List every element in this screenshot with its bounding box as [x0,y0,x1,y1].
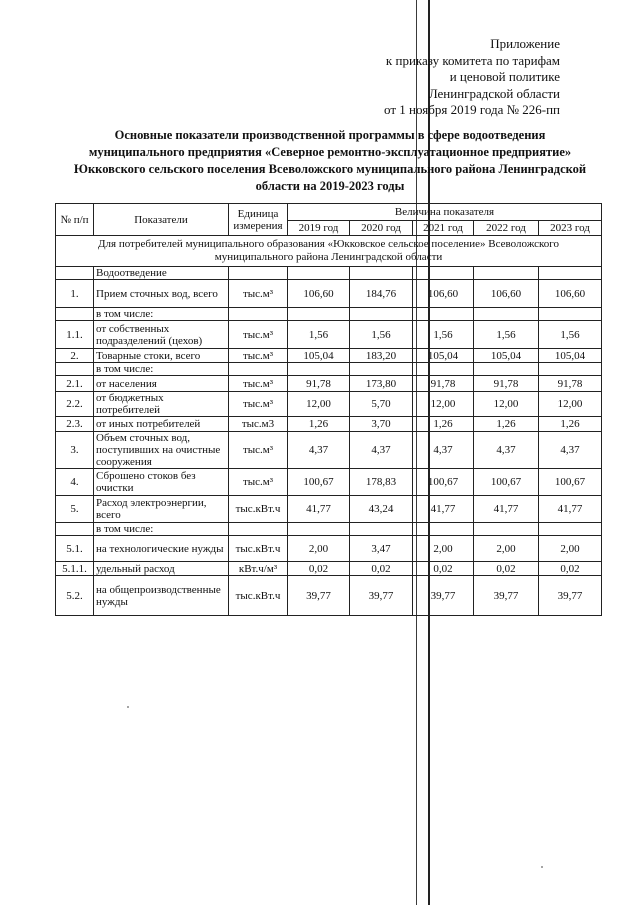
appendix-line: к приказу комитета по тарифам [385,52,560,68]
appendix-line: от 1 ноября 2019 года № 226-пп [384,102,560,117]
row-value: 1,56 [288,321,350,349]
row-indicator: Расход электроэнергии, всего [94,496,229,523]
row-indicator: в том числе: [94,308,229,321]
row-value: 1,26 [288,417,350,432]
row-value: 2,00 [474,536,539,562]
row-value: 1,56 [539,321,602,349]
row-value: 39,77 [350,576,413,616]
row-indicator: Прием сточных вод, всего [94,280,229,308]
header-unit: Единица измерения [229,204,288,236]
row-value: 178,83 [350,469,413,496]
row-value: 4,37 [539,432,602,469]
indicators-table [55,203,602,616]
row-number: 5.1. [56,536,94,562]
row-indicator: в том числе: [94,523,229,536]
header-year: 2023 год [539,221,602,236]
row-indicator: Сброшено стоков без очистки [94,469,229,496]
row-unit [229,267,288,280]
row-value [413,523,474,536]
scan-speck [541,866,543,868]
table-row [56,376,602,392]
table-row [56,280,602,308]
table-row [56,576,602,616]
row-value: 12,00 [474,392,539,417]
row-value [350,363,413,376]
row-value: 91,78 [288,376,350,392]
table-row [56,432,602,469]
row-unit: тыс.м³ [229,349,288,363]
row-value: 1,26 [539,417,602,432]
row-number: 2. [56,349,94,363]
row-indicator: от собственных подразделений (цехов) [94,321,229,349]
appendix-block [384,36,560,119]
row-value [413,308,474,321]
row-value: 1,56 [413,321,474,349]
table-row [56,392,602,417]
row-value: 106,60 [288,280,350,308]
row-unit: тыс.м³ [229,432,288,469]
row-value: 91,78 [474,376,539,392]
row-indicator: Объем сточных вод, поступивших на очистные сооружения [94,432,229,469]
appendix-line: Ленинградской области [428,85,560,101]
row-value [413,267,474,280]
row-number: 2.3. [56,417,94,432]
row-unit [229,308,288,321]
group-heading: Для потребителей муниципального образования «Юкковское сельское поселение» Всеволожского муниципального района Ленинградской области [56,236,602,267]
document-title [40,127,620,195]
row-value: 39,77 [474,576,539,616]
row-value: 39,77 [413,576,474,616]
row-unit: тыс.кВт.ч [229,536,288,562]
row-value: 100,67 [539,469,602,496]
row-value: 106,60 [539,280,602,308]
row-value: 41,77 [413,496,474,523]
table-row [56,536,602,562]
row-value: 3,47 [350,536,413,562]
row-value [474,267,539,280]
row-value: 2,00 [413,536,474,562]
row-value [474,308,539,321]
appendix-line: Приложение [490,36,560,51]
header-num: № п/п [56,204,94,236]
row-number [56,267,94,280]
row-indicator: удельный расход [94,562,229,576]
row-value [288,308,350,321]
row-value: 3,70 [350,417,413,432]
row-value: 4,37 [474,432,539,469]
row-indicator: Товарные стоки, всего [94,349,229,363]
row-value: 2,00 [288,536,350,562]
row-value: 41,77 [474,496,539,523]
row-unit: тыс.м³ [229,321,288,349]
row-value: 41,77 [539,496,602,523]
row-indicator: от иных потребителей [94,417,229,432]
row-value [539,308,602,321]
table-row [56,523,602,536]
row-value: 183,20 [350,349,413,363]
row-number: 4. [56,469,94,496]
row-value: 12,00 [539,392,602,417]
row-value: 105,04 [288,349,350,363]
row-indicator: на технологические нужды [94,536,229,562]
table-row [56,469,602,496]
row-value: 100,67 [413,469,474,496]
row-value [350,267,413,280]
row-unit: тыс.кВт.ч [229,496,288,523]
row-value: 2,00 [539,536,602,562]
row-value: 0,02 [539,562,602,576]
row-number: 2.1. [56,376,94,392]
header-value: Величина показателя [288,204,602,221]
row-value: 12,00 [288,392,350,417]
row-value: 106,60 [474,280,539,308]
row-value: 39,77 [539,576,602,616]
row-value: 173,80 [350,376,413,392]
row-indicator: Водоотведение [94,267,229,280]
row-value: 0,02 [413,562,474,576]
row-value: 1,56 [474,321,539,349]
row-number: 1.1. [56,321,94,349]
row-value: 4,37 [288,432,350,469]
row-number: 2.2. [56,392,94,417]
row-indicator: от населения [94,376,229,392]
row-unit [229,523,288,536]
row-number: 1. [56,280,94,308]
row-value: 41,77 [288,496,350,523]
title-line: области на 2019-2023 годы [255,179,405,193]
row-value: 1,56 [350,321,413,349]
row-value: 4,37 [413,432,474,469]
row-value [288,523,350,536]
row-value: 0,02 [474,562,539,576]
header-year: 2019 год [288,221,350,236]
row-number [56,363,94,376]
appendix-line: и ценовой политике [449,69,560,84]
row-unit: тыс.кВт.ч [229,576,288,616]
row-value: 5,70 [350,392,413,417]
row-unit: тыс.м³ [229,376,288,392]
row-unit: тыс.м³ [229,469,288,496]
row-value [350,308,413,321]
header-year: 2021 год [413,221,474,236]
table-row [56,562,602,576]
table-row [56,496,602,523]
row-unit [229,363,288,376]
scan-speck [127,706,129,708]
table-row [56,308,602,321]
title-line: Основные показатели производственной программы в сфере водоотведения [114,128,546,142]
row-value [474,363,539,376]
title-line: муниципального предприятия «Северное ремонтно-эксплуатационное предприятие» [88,145,572,159]
row-value [474,523,539,536]
table-row [56,349,602,363]
row-number [56,308,94,321]
row-number: 5.2. [56,576,94,616]
row-value: 4,37 [350,432,413,469]
header-year: 2022 год [474,221,539,236]
row-value: 184,76 [350,280,413,308]
row-value: 0,02 [288,562,350,576]
row-value [539,523,602,536]
row-number: 3. [56,432,94,469]
row-value [288,363,350,376]
row-value: 100,67 [474,469,539,496]
row-value: 105,04 [474,349,539,363]
row-value: 105,04 [539,349,602,363]
row-value: 39,77 [288,576,350,616]
row-value [539,267,602,280]
row-value: 12,00 [413,392,474,417]
row-value: 1,26 [474,417,539,432]
row-value: 106,60 [413,280,474,308]
header-name: Показатели [94,204,229,236]
row-indicator: от бюджетных потребителей [94,392,229,417]
row-unit: тыс.м³ [229,280,288,308]
row-value [350,523,413,536]
table-row [56,321,602,349]
row-number: 5.1.1. [56,562,94,576]
table-row [56,363,602,376]
row-value [413,363,474,376]
header-year: 2020 год [350,221,413,236]
row-unit: тыс.м³ [229,392,288,417]
row-indicator: на общепроизводственные нужды [94,576,229,616]
row-value: 100,67 [288,469,350,496]
row-unit: кВт.ч/м³ [229,562,288,576]
table-row [56,417,602,432]
row-value [288,267,350,280]
row-number: 5. [56,496,94,523]
row-value: 105,04 [413,349,474,363]
row-value: 43,24 [350,496,413,523]
row-value [539,363,602,376]
row-value: 91,78 [539,376,602,392]
row-value: 1,26 [413,417,474,432]
row-value: 0,02 [350,562,413,576]
row-unit: тыс.м3 [229,417,288,432]
row-indicator: в том числе: [94,363,229,376]
title-line: Юкковского сельского поселения Всеволожского муниципального района Ленинградской [73,162,587,176]
table-row [56,267,602,280]
row-number [56,523,94,536]
row-value: 91,78 [413,376,474,392]
